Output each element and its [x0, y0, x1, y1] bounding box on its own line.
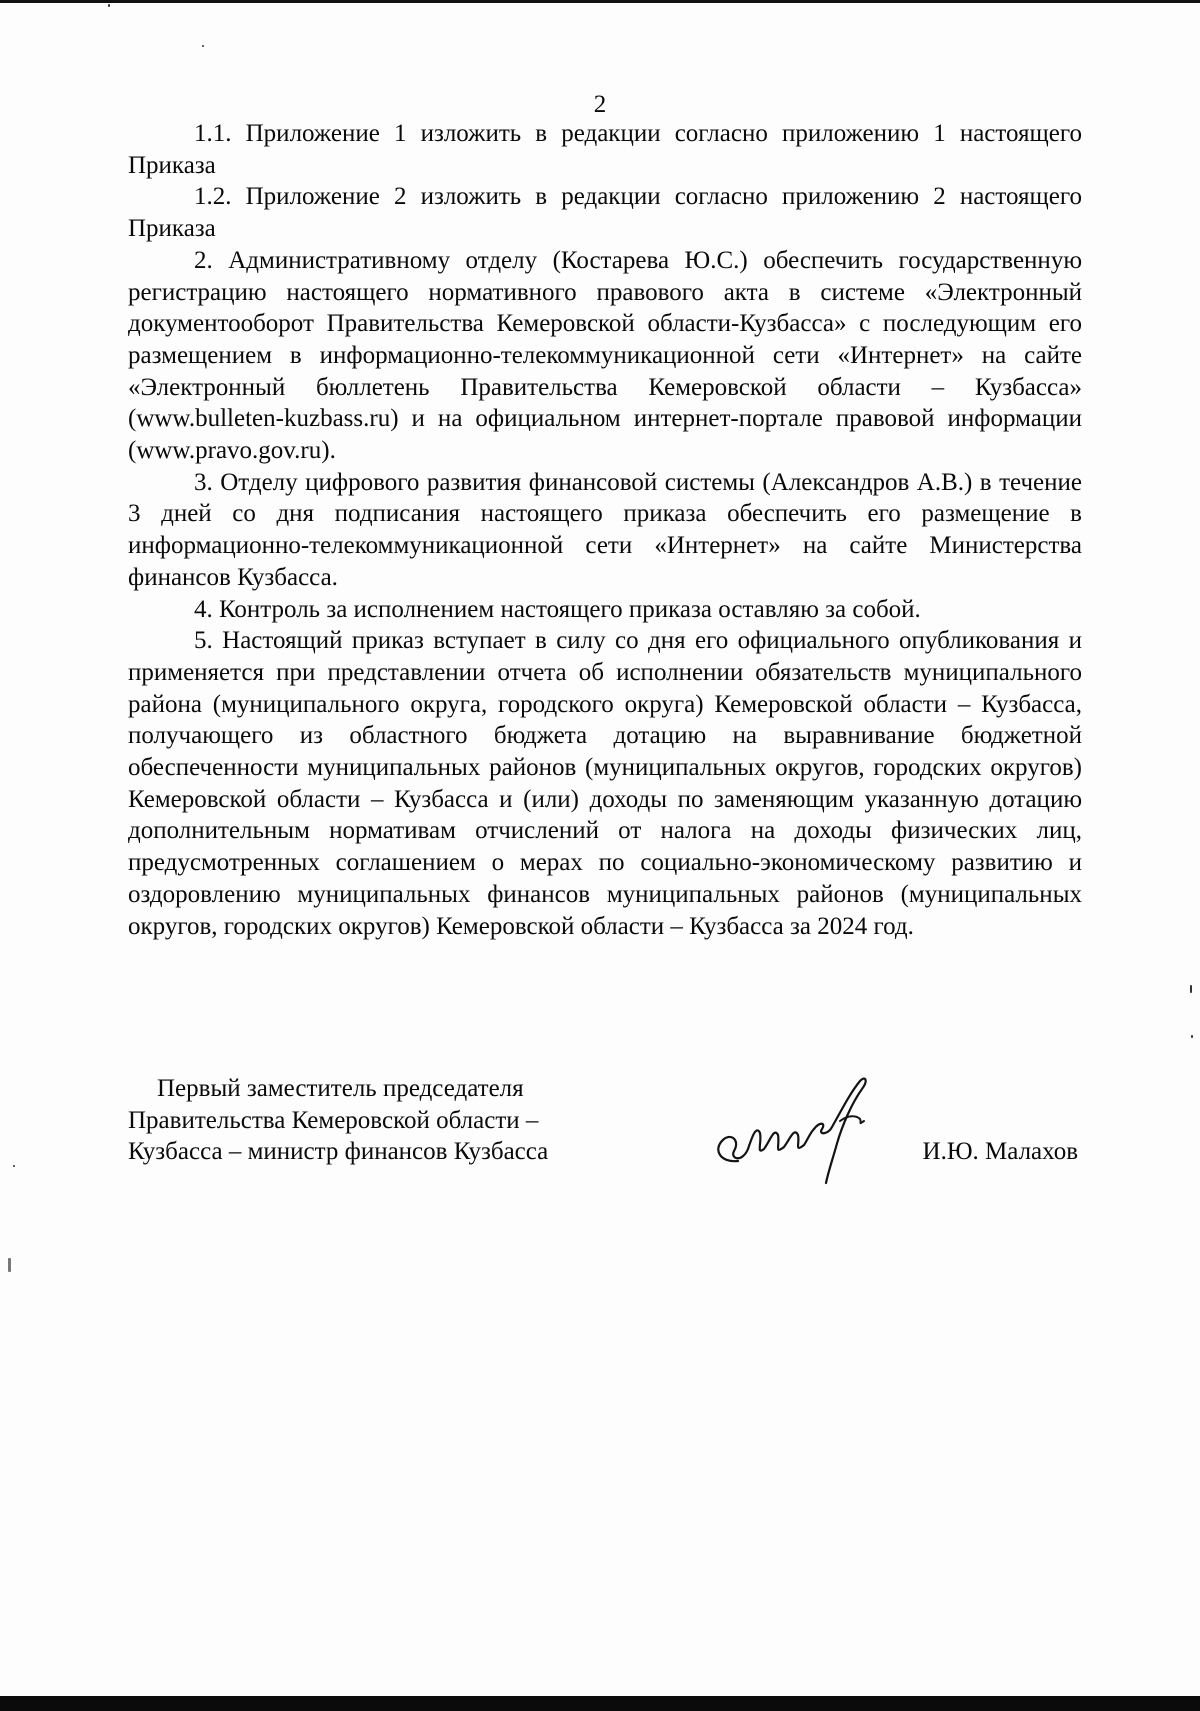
scan-top-edge	[0, 0, 1200, 3]
document-body	[128, 118, 1082, 942]
paragraph-1-2: 1.2. Приложение 2 изложить в редакции согласно приложению 2 настоящего Приказа	[128, 183, 1082, 243]
signatory-title	[128, 1073, 648, 1168]
signatory-title-line: Первый заместитель председателя	[157, 1075, 524, 1102]
paragraph-1-1: 1.1. Приложение 1 изложить в редакции согласно приложению 1 настоящего Приказа	[128, 120, 1082, 179]
paragraph-3: 3. Отделу цифрового развития финансовой системы (Александров А.В.) в течение 3 дней со дня подписания настоящего приказа обеспечить его размещение в информационно-телекоммуникационной сети «Интернет» на сайте Министерства финансов Кузбасса.	[128, 468, 1082, 591]
scan-speck	[13, 1165, 15, 1167]
page-number: 2	[593, 91, 607, 118]
scan-bottom-edge	[0, 1696, 1200, 1711]
scan-speck	[202, 45, 204, 47]
signatory-title-line: Правительства Кемеровской области –	[128, 1106, 539, 1134]
scan-speck	[1190, 985, 1192, 993]
signatory-name: И.Ю. Малахов	[922, 1138, 1078, 1165]
paragraph-5: 5. Настоящий приказ вступает в силу со дня его официального опубликования и применяется при представлении отчета об исполнении обязательств муниципального района (муниципального округа, городского округа) Кемеровской области – Кузбасса, получающего из областного бюджета дотацию на выравнивание бюджетной обеспеченности муниципальных районов (муниципальных округов, городских округов) Кемеровской области – Кузбасса и (или) доходы по заменяющим указанную дотацию дополнительным нормативам отчислений от налога на доходы физических лиц, предусмотренных соглашением о мерах по социально-экономическому развитию и оздоровлению муниципальных финансов муниципальных районов (муниципальных округов, городских округов) Кемеровской области – Кузбасса за 2024 год.	[128, 627, 1082, 940]
scan-speck	[108, 4, 110, 7]
signature-block	[128, 1073, 1088, 1193]
paragraph-4: 4. Контроль за исполнением настоящего приказа оставляю за собой.	[194, 595, 921, 623]
scan-speck	[1191, 1035, 1193, 1038]
paragraph-2: 2. Административному отделу (Костарева Ю.С.) обеспечить государственную регистрацию настоящего нормативного правового акта в системе «Электронный документооборот Правительства Кемеровской области-Кузбасса» с последующим его размещением в информационно-телекоммуникационной сети «Интернет» на сайте «Электронный бюллетень Правительства Кемеровской области – Кузбасса» (www.bulleten-kuzbass.ru) и на официальном интернет-портале правовой информации (www.pravo.gov.ru).	[128, 246, 1082, 465]
scan-speck	[8, 1258, 11, 1272]
handwritten-signature	[690, 1063, 890, 1193]
signatory-title-line: Кузбасса – министр финансов Кузбасса	[128, 1138, 549, 1166]
